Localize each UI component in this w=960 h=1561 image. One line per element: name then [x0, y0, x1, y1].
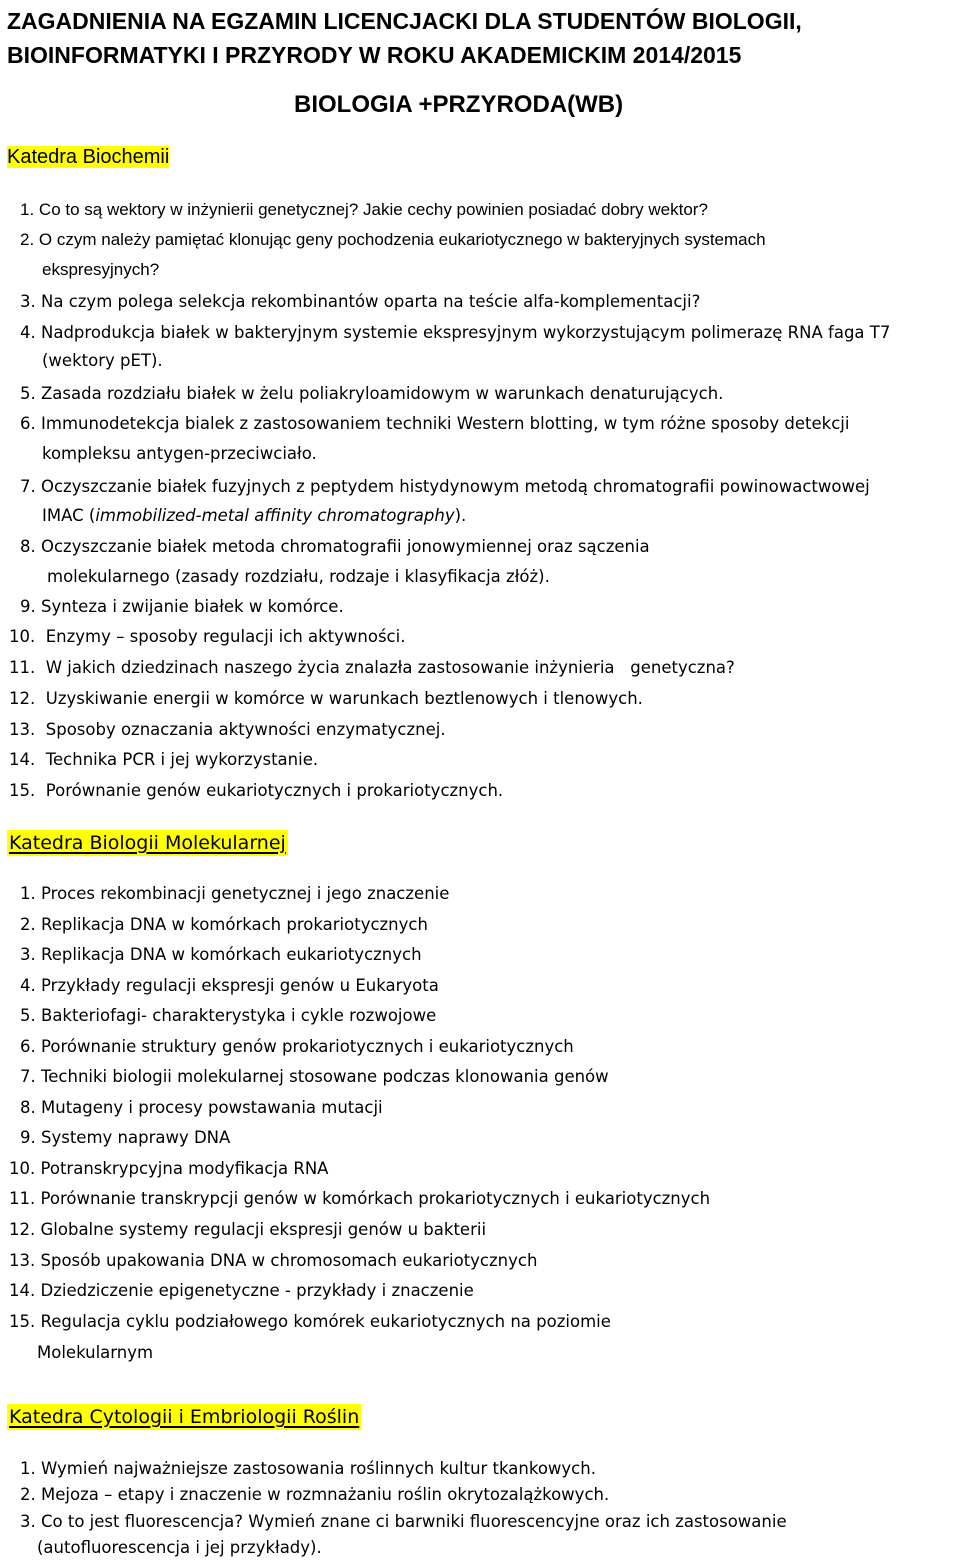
list-item: 4. Przykłady regulacji ekspresji genów u Eukaryota — [20, 976, 439, 995]
page-title — [7, 4, 957, 72]
list-item: 15. Porównanie genów eukariotycznych i prokariotycznych. — [9, 781, 504, 800]
list-item: 14. Technika PCR i jej wykorzystanie. — [9, 750, 319, 769]
list-item: 2. Replikacja DNA w komórkach prokariotycznych — [20, 915, 428, 934]
list-item: 6. Immunodetekcja bialek z zastosowaniem techniki Western blotting, w tym różne sposoby detekcji — [20, 414, 850, 433]
list-item: 4. Nadprodukcja białek w bakteryjnym systemie ekspresyjnym wykorzystującym polimerazę RNA faga T7 — [20, 323, 891, 342]
list-item-continuation: IMAC (immobilized-metal affinity chromatography). — [42, 506, 467, 525]
list-item: 13. Sposoby oznaczania aktywności enzymatycznej. — [9, 720, 446, 739]
section-heading-biochemii: Katedra Biochemii — [7, 146, 170, 168]
list-item-continuation: molekularnego (zasady rozdziału, rodzaje i klasyfikacja złóż). — [47, 567, 550, 586]
list-item: 11. Porównanie transkrypcji genów w komórkach prokariotycznych i eukariotycznych — [9, 1189, 711, 1208]
list-item: 5. Zasada rozdziału białek w żelu poliakryloamidowym w warunkach denaturujących. — [20, 384, 724, 403]
list-item-continuation: (autofluorescencja i jej przykłady). — [37, 1538, 322, 1557]
list-item: 3. Replikacja DNA w komórkach eukariotycznych — [20, 945, 422, 964]
list-item: 7. Oczyszczanie białek fuzyjnych z peptydem histydynowym metodą chromatografii powinowactwowej — [20, 477, 870, 496]
list-item: 15. Regulacja cyklu podziałowego komórek eukariotycznych na poziomie — [9, 1312, 611, 1331]
list-item: 5. Bakteriofagi- charakterystyka i cykle rozwojowe — [20, 1006, 437, 1025]
subtitle: BIOLOGIA +PRZYRODA(WB) — [294, 91, 624, 118]
list-item: 14. Dziedziczenie epigenetyczne - przykłady i znaczenie — [9, 1281, 474, 1300]
list-item: 3. Na czym polega selekcja rekombinantów oparta na teście alfa-komplementacji? — [20, 292, 701, 311]
section-heading-cytologii: Katedra Cytologii i Embriologii Roślin — [9, 1406, 360, 1428]
list-item: 9. Synteza i zwijanie białek w komórce. — [20, 597, 344, 616]
list-item: 2. Mejoza – etapy i znaczenie w rozmnażaniu roślin okrytozalążkowych. — [20, 1485, 610, 1504]
title-line-2: BIOINFORMATYKI I PRZYRODY W ROKU AKADEMICKIM 2014/2015 — [7, 42, 742, 68]
list-item: 1. Proces rekombinacji genetycznej i jego znaczenie — [20, 884, 450, 903]
list-item: 11. W jakich dziedzinach naszego życia znalazła zastosowanie inżynieria genetyczna? — [9, 658, 735, 677]
list-item-continuation: Molekularnym — [37, 1343, 154, 1362]
list-item: 1. Wymień najważniejsze zastosowania roślinnych kultur tkankowych. — [20, 1459, 596, 1478]
list-item: 13. Sposób upakowania DNA w chromosomach eukariotycznych — [9, 1251, 538, 1270]
list-item: 9. Systemy naprawy DNA — [20, 1128, 231, 1147]
list-item-continuation: (wektory pET). — [42, 351, 163, 370]
list-item-continuation: ekspresyjnych? — [42, 260, 160, 279]
list-item: 7. Techniki biologii molekularnej stosowane podczas klonowania genów — [20, 1067, 609, 1086]
list-item: 10. Potranskrypcyjna modyfikacja RNA — [9, 1159, 329, 1178]
list-item: 1. Co to są wektory w inżynierii genetycznej? Jakie cechy powinien posiadać dobry wektor? — [20, 200, 708, 219]
title-line-1: ZAGADNIENIA NA EGZAMIN LICENCJACKI DLA STUDENTÓW BIOLOGII, — [7, 8, 802, 34]
list-item: 3. Co to jest fluorescencja? Wymień znane ci barwniki fluorescencyjne oraz ich zastosowanie — [20, 1512, 787, 1531]
list-item: 10. Enzymy – sposoby regulacji ich aktywności. — [9, 627, 406, 646]
list-item: 8. Mutageny i procesy powstawania mutacji — [20, 1098, 383, 1117]
list-item-continuation: kompleksu antygen-przeciwciało. — [42, 444, 317, 463]
list-item: 6. Porównanie struktury genów prokariotycznych i eukariotycznych — [20, 1037, 574, 1056]
list-item: 12. Uzyskiwanie energii w komórce w warunkach beztlenowych i tlenowych. — [9, 689, 643, 708]
list-item: 12. Globalne systemy regulacji ekspresji genów u bakterii — [9, 1220, 487, 1239]
section-heading-biologii-molekularnej: Katedra Biologii Molekularnej — [9, 832, 286, 854]
list-item: 8. Oczyszczanie białek metoda chromatografii jonowymiennej oraz sączenia — [20, 537, 650, 556]
list-item: 2. O czym należy pamiętać klonując geny pochodzenia eukariotycznego w bakteryjnych systemach — [20, 230, 766, 249]
